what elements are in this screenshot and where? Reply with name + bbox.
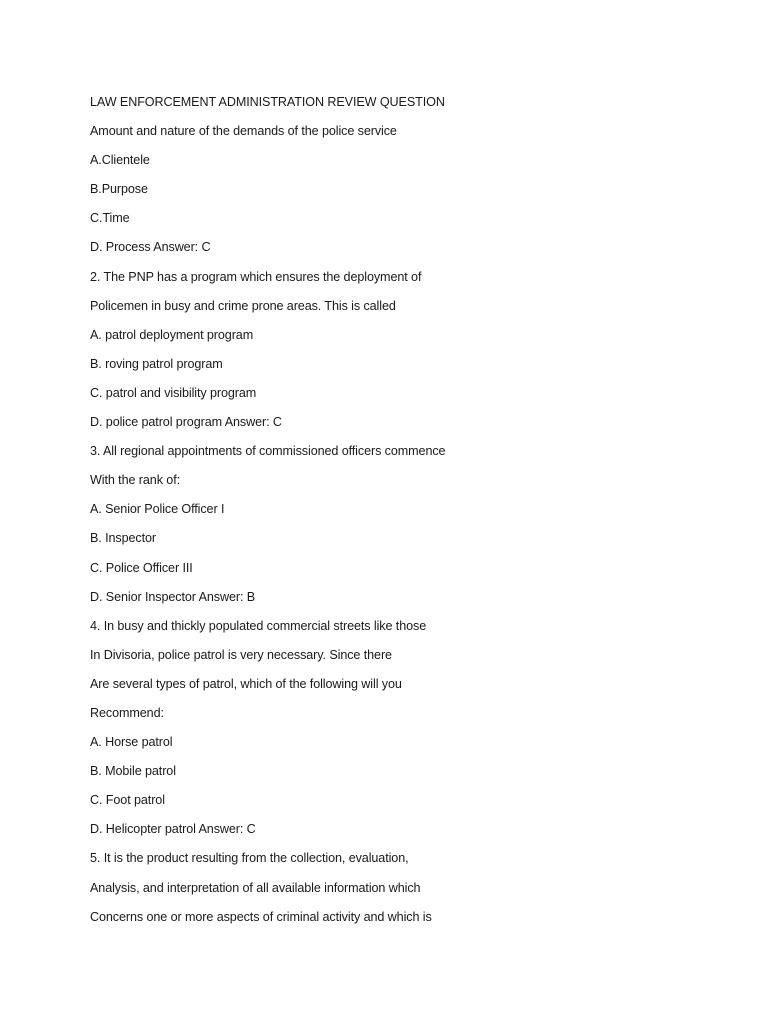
question-4-option-b: B. Mobile patrol <box>90 764 176 779</box>
question-1-option-d-answer: D. Process Answer: C <box>90 240 211 255</box>
question-3-text-line-1: 3. All regional appointments of commissioned officers commence <box>90 444 446 459</box>
question-3-option-c: C. Police Officer III <box>90 560 193 575</box>
document-text-block <box>90 92 730 936</box>
question-3-option-d-answer: D. Senior Inspector Answer: B <box>90 589 256 604</box>
question-4-text-line-3: Are several types of patrol, which of the following will you <box>90 676 402 691</box>
question-2-option-b: B. roving patrol program <box>90 356 223 371</box>
question-1-option-a: A.Clientele <box>90 153 150 168</box>
question-2-text-line-2: Policemen in busy and crime prone areas. This is called <box>90 298 396 313</box>
document-title: LAW ENFORCEMENT ADMINISTRATION REVIEW QUESTION <box>90 95 445 109</box>
question-4-option-c: C. Foot patrol <box>90 793 165 808</box>
question-4-text-line-4: Recommend: <box>90 705 164 720</box>
question-4-option-a: A. Horse patrol <box>90 735 173 750</box>
question-1-option-c: C.Time <box>90 211 130 226</box>
question-4-option-d-answer: D. Helicopter patrol Answer: C <box>90 822 256 837</box>
question-1-option-b: B.Purpose <box>90 182 148 197</box>
question-5-text-line-2: Analysis, and interpretation of all available information which <box>90 880 421 895</box>
question-3-option-b: B. Inspector <box>90 531 156 546</box>
question-4-text-line-2: In Divisoria, police patrol is very necessary. Since there <box>90 647 392 662</box>
question-1-text: Amount and nature of the demands of the police service <box>90 124 397 139</box>
question-2-option-d-answer: D. police patrol program Answer: C <box>90 415 282 430</box>
question-2-option-c: C. patrol and visibility program <box>90 385 257 400</box>
question-5-text-line-1: 5. It is the product resulting from the collection, evaluation, <box>90 851 409 866</box>
question-3-option-a: A. Senior Police Officer I <box>90 502 225 517</box>
question-2-option-a: A. patrol deployment program <box>90 327 254 342</box>
question-2-text-line-1: 2. The PNP has a program which ensures the deployment of <box>90 269 422 284</box>
question-3-text-line-2: With the rank of: <box>90 473 180 488</box>
question-4-text-line-1: 4. In busy and thickly populated commercial streets like those <box>90 618 427 633</box>
question-5-text-line-3: Concerns one or more aspects of criminal activity and which is <box>90 909 432 924</box>
